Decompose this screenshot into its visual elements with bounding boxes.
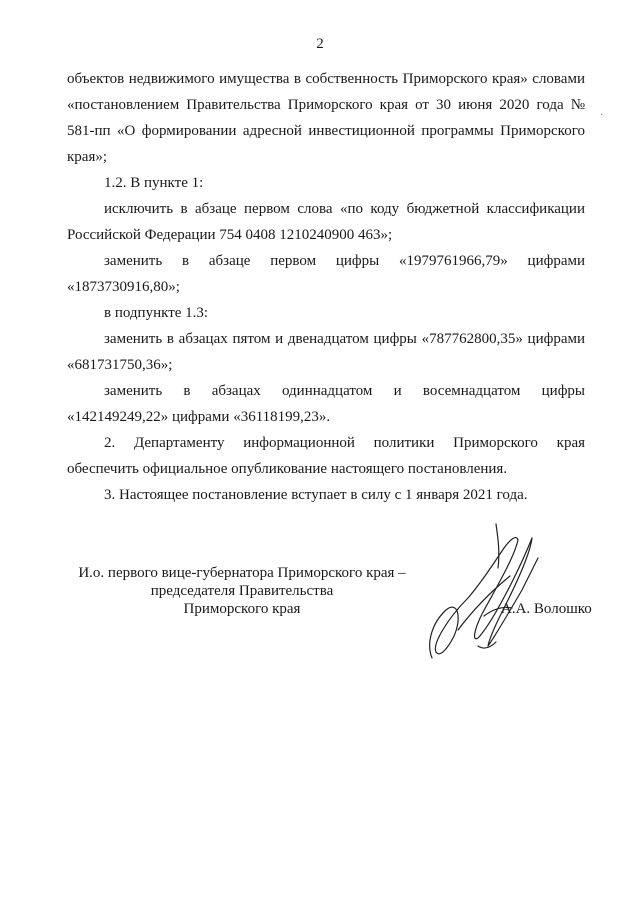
paragraph-replace-eleventh-eighteenth: заменить в абзацах одиннадцатом и восемнадцатом цифры «142149249,22» цифрами «36118199,23». <box>67 383 585 425</box>
signatory-name: А.А. Волошко <box>501 601 592 617</box>
paragraph-continuation: объектов недвижимого имущества в собственность Приморского края» словами «постановлением Правительства Приморского края от 30 июня 2020 года № 581-пп «О формировании адресной инвестиционной программы Приморского края»; <box>67 71 585 165</box>
paragraph-subitem-1-3: в подпункте 1.3: <box>104 305 209 321</box>
signatory-title <box>67 564 417 618</box>
paragraph-replace-first: заменить в абзаце первом цифры «1979761966,79» цифрами «1873730916,80»; <box>67 253 585 295</box>
page-number: 2 <box>316 36 324 52</box>
paragraph-item-1-2: 1.2. В пункте 1: <box>104 175 204 191</box>
document-body <box>67 66 585 508</box>
paragraph-item-3: 3. Настоящее постановление вступает в силу с 1 января 2021 года. <box>104 487 528 503</box>
paragraph-exclude-code: исключить в абзаце первом слова «по коду бюджетной классификации Российской Федерации 754 0408 1210240900 463»; <box>67 201 585 243</box>
signatory-title-line-2: председателя Правительства <box>150 583 334 599</box>
margin-mark: · <box>600 110 604 121</box>
handwritten-signature <box>418 518 548 668</box>
paragraph-item-2: 2. Департаменту информационной политики Приморского края обеспечить официальное опубликование настоящего постановления. <box>67 435 585 477</box>
paragraph-replace-fifth-twelfth: заменить в абзацах пятом и двенадцатом цифры «787762800,35» цифрами «681731750,36»; <box>67 331 585 373</box>
signatory-title-line-3: Приморского края <box>183 601 301 617</box>
signatory-title-line-1: И.о. первого вице-губернатора Приморского края – <box>78 565 406 581</box>
